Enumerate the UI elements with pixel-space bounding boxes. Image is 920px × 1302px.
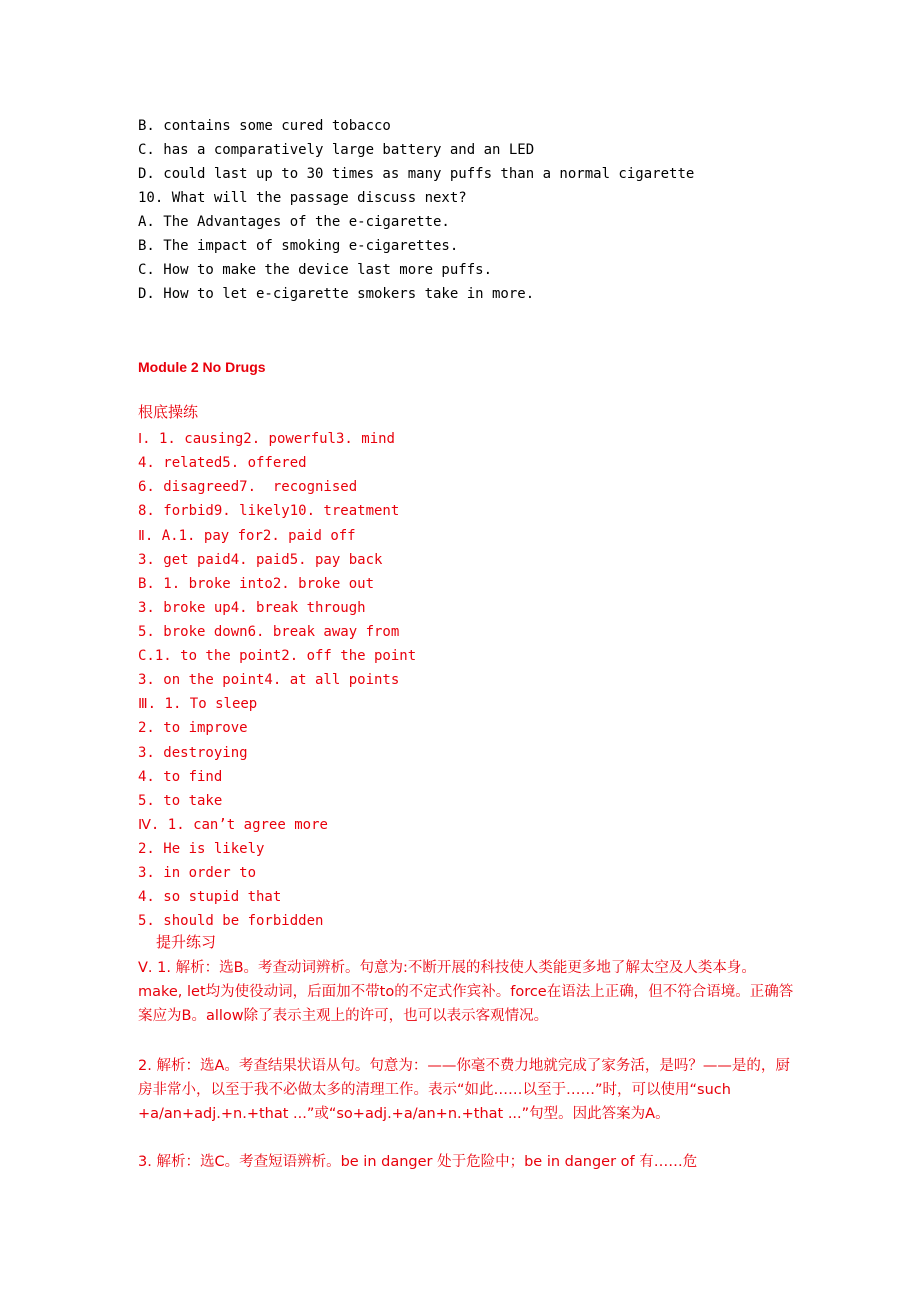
explanation-paragraph: Ⅴ. 1. 解析：选B。考查动词辨析。句意为:不断开展的科技使人类能更多地了解太空及人类本身。make, let均为使役动词，后面加不带to的不定式作宾补。force在语法上正确，但不符合语境。正确答案应为B。allow除了表示主观上的许可，也可以表示客观情况。 (138, 960, 794, 1024)
answer-line: 2. to improve (138, 720, 248, 736)
answer-line: 4. to find (138, 769, 223, 785)
answer-line: 5. should be forbidden (138, 913, 324, 929)
option-line: A. The Advantages of the e-cigarette. (138, 214, 450, 230)
answer-line: 3. destroying (138, 745, 248, 761)
answer-line: 4. related5. offered (138, 455, 307, 471)
answer-line: 5. broke down6. break away from (138, 624, 400, 640)
module-title: Module 2 No Drugs (138, 359, 266, 375)
section-heading-basic: 根底操练 (138, 403, 199, 421)
section-heading-advanced: 提升练习 (156, 933, 217, 951)
answer-line: Ⅲ. 1. To sleep (138, 696, 258, 712)
answer-line: B. 1. broke into2. broke out (138, 576, 375, 592)
answer-line: 8. forbid9. likely10. treatment (138, 503, 400, 519)
answer-line: Ⅰ. 1. causing2. powerful3. mind (138, 431, 395, 447)
answer-line: 5. to take (138, 793, 223, 809)
option-line: D. How to let e-cigarette smokers take in more. (138, 286, 535, 302)
answer-line: Ⅳ. 1. can’t agree more (138, 817, 328, 833)
answer-line: 3. get paid4. paid5. pay back (138, 552, 383, 568)
answer-line: 3. broke up4. break through (138, 600, 366, 616)
option-line: B. The impact of smoking e-cigarettes. (138, 238, 459, 254)
answer-line: 6. disagreed7. recognised (138, 479, 358, 495)
explanation-paragraph: 2. 解析：选A。考查结果状语从句。句意为：——你毫不费力地就完成了家务活，是吗？——是的，厨房非常小，以至于我不必做太多的清理工作。表示“如此……以至于……”时，可以使用“such +a/an+adj.+n.+that ...”或“so+adj.+a/an+n.+that ...”句型。因此答案为A。 (138, 1058, 790, 1122)
answer-line: 4. so stupid that (138, 889, 282, 905)
question-line: 10. What will the passage discuss next? (138, 190, 467, 206)
answer-line: C.1. to the point2. off the point (138, 648, 417, 664)
option-line: B. contains some cured tobacco (138, 118, 391, 134)
answer-line: 2. He is likely (138, 841, 265, 857)
answer-line: Ⅱ. A.1. pay for2. paid off (138, 528, 356, 544)
answer-line: 3. in order to (138, 865, 257, 881)
explanation-paragraph: 3. 解析：选C。考查短语辨析。be in danger 处于危险中；be in danger of 有……危 (138, 1154, 698, 1170)
answer-line: 3. on the point4. at all points (138, 672, 400, 688)
option-line: D. could last up to 30 times as many puffs than a normal cigarette (138, 166, 695, 182)
option-line: C. has a comparatively large battery and an LED (138, 142, 535, 158)
option-line: C. How to make the device last more puffs. (138, 262, 493, 278)
